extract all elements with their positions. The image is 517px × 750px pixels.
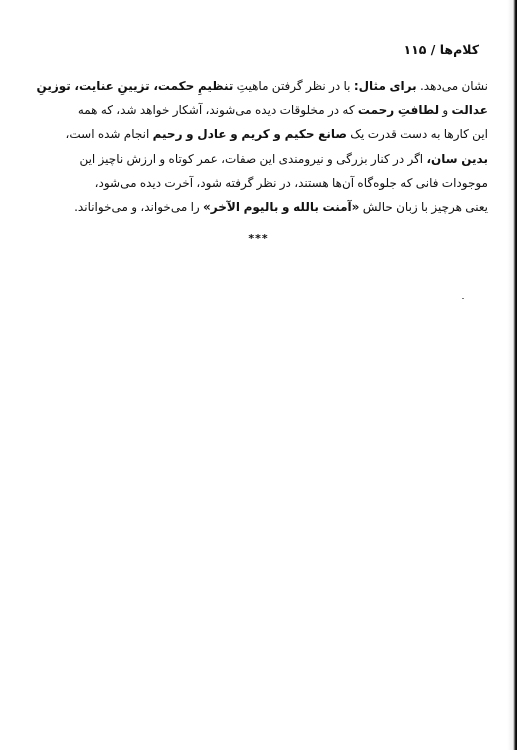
- text-run: و: [439, 103, 452, 118]
- text-run: یعنی هرچیز با زبان حالش: [359, 199, 488, 214]
- body-paragraph: [36, 74, 488, 219]
- text-line-3: [64, 122, 488, 146]
- text-line-2: [64, 98, 488, 122]
- scan-speck: [462, 298, 464, 299]
- text-line-4: [64, 147, 488, 171]
- text-run: موجودات فانی که جلوه‌گاه آن‌ها هستند، در نظر گرفته شود، آخرت دیده می‌شود،: [94, 175, 488, 190]
- section-divider: ***: [248, 232, 269, 245]
- text-run: که در مخلوقات دیده می‌شوند، آشکار خواهد شد، که همه: [77, 103, 358, 118]
- bold-run: صانع حکیم و کریم و عادل و رحیم: [152, 127, 347, 142]
- text-run: را می‌خواند، و می‌خواناند.: [74, 199, 204, 214]
- text-run: اگر در کنار بزرگی و نیرومندی این صفات، عمر کوتاه و ارزش ناچیز این: [79, 151, 427, 166]
- scan-binding-edge: [513, 0, 517, 750]
- bold-run: «آمنت بالله و بالیوم الآخر»: [203, 199, 360, 214]
- bold-run: بدین سان،: [426, 151, 488, 166]
- text-line-6: [64, 195, 488, 219]
- bold-run: لطافتِ رحمت: [357, 103, 440, 118]
- text-line-1: [36, 74, 488, 98]
- bold-run: برای مثال:: [353, 79, 417, 93]
- text-line-5: [64, 171, 488, 195]
- text-run: نشان می‌دهد.: [416, 79, 488, 93]
- bold-run: تنظیمِ حکمت، تزیینِ عنایت، توزینِ: [36, 79, 234, 93]
- text-run: این کارها به دست قدرت یک: [346, 127, 488, 142]
- bold-run: عدالت: [451, 103, 488, 118]
- text-run: انجام شده است،: [65, 127, 153, 142]
- text-run: با در نظر گرفتن ماهیتِ: [233, 79, 354, 93]
- running-header: کلام‌ها / ۱۱۵: [403, 42, 479, 57]
